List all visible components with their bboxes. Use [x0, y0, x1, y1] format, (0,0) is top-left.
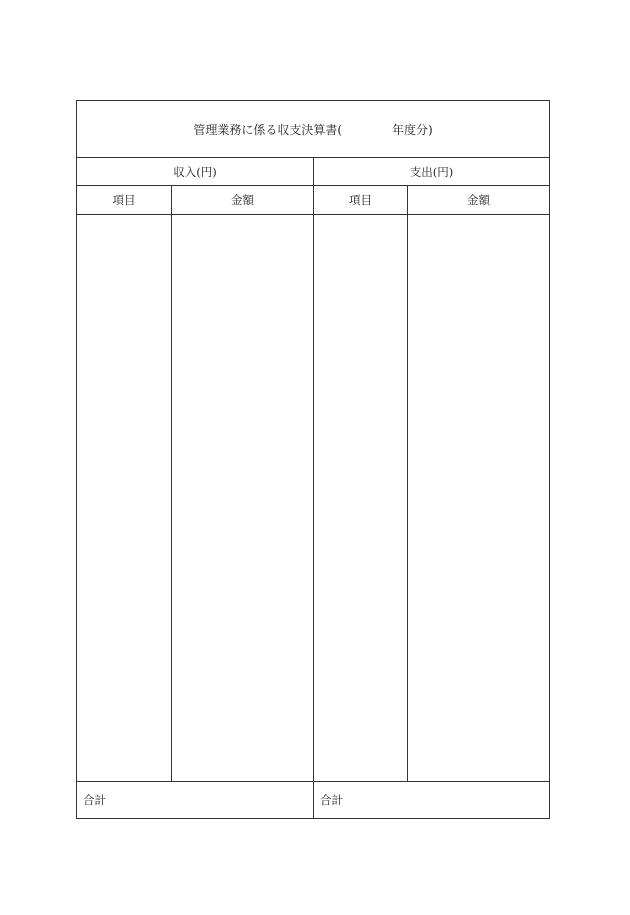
income-total-cell[interactable] [77, 782, 314, 818]
income-amount-entry-area[interactable] [172, 215, 314, 781]
entry-body-row [77, 215, 549, 782]
income-item-header-label: 項目 [112, 193, 136, 207]
income-item-header [77, 186, 172, 214]
income-item-entry-area[interactable] [77, 215, 172, 781]
form-title-row [77, 101, 549, 158]
income-total-label: 合計 [83, 793, 106, 807]
income-amount-header [172, 186, 314, 214]
expense-amount-header [408, 186, 549, 214]
expense-total-label: 合計 [320, 793, 343, 807]
income-section-header [77, 158, 314, 185]
expense-item-header [314, 186, 408, 214]
section-header-row [77, 158, 549, 186]
form-title: 管理業務に係る収支決算書( [193, 122, 342, 137]
expense-section-header [314, 158, 549, 185]
total-row [77, 782, 549, 818]
expense-item-header-label: 項目 [349, 193, 372, 207]
expense-item-entry-area[interactable] [314, 215, 408, 781]
expense-amount-header-label: 金額 [467, 193, 490, 207]
expense-total-cell[interactable] [314, 782, 549, 818]
form-title-suffix: 年度分) [392, 122, 433, 137]
expense-section-label: 支出(円) [409, 164, 454, 179]
income-amount-header-label: 金額 [231, 193, 254, 207]
column-header-row [77, 186, 549, 215]
settlement-form [76, 100, 550, 819]
expense-amount-entry-area[interactable] [408, 215, 549, 781]
income-section-label: 収入(円) [173, 164, 217, 179]
